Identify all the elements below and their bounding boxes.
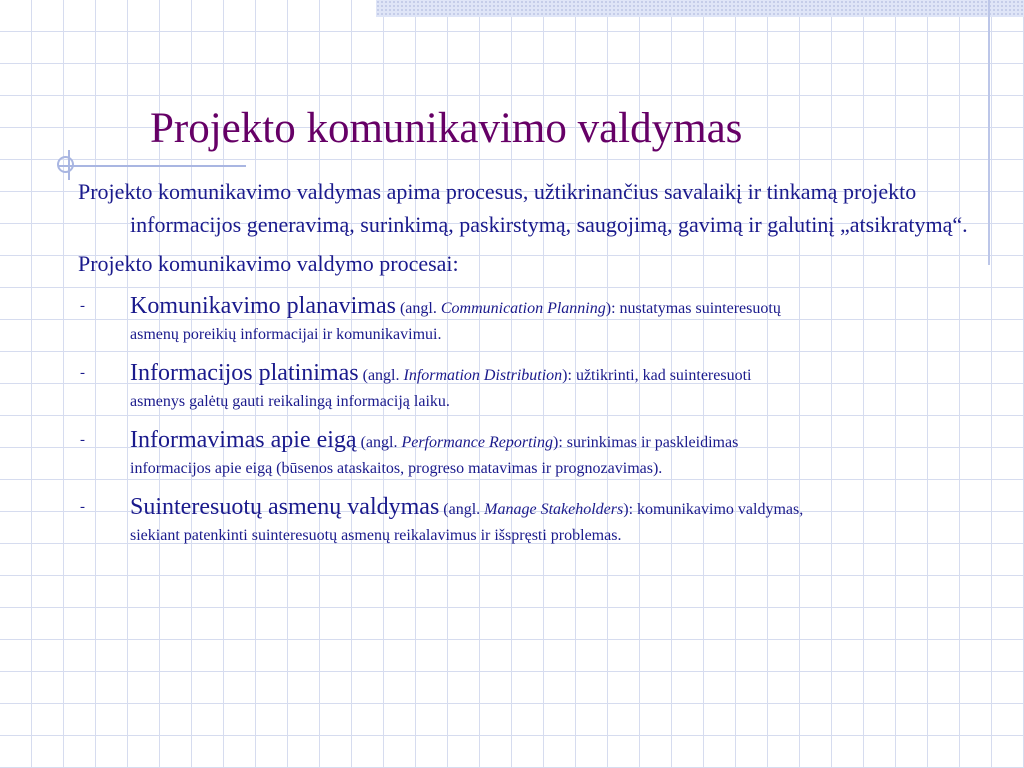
angl-suffix: ): nustatymas suinteresuotų (605, 300, 781, 317)
bullet-dash: - (80, 432, 85, 448)
circle-ornament (57, 156, 74, 173)
process-name: Komunikavimo planavimas (130, 293, 396, 319)
angl-prefix: (angl. (360, 434, 402, 451)
list-item (78, 359, 998, 414)
process-name: Suinteresuotų asmenų valdymas (130, 494, 440, 520)
top-decorative-band (376, 0, 1024, 17)
english-term: Information Distribution (403, 367, 563, 384)
angl-suffix: ): užtikrinti, kad suinteresuoti (562, 367, 752, 384)
angl-prefix: (angl. (443, 501, 485, 518)
process-description: informacijos apie eigą (būsenos ataskaitos, progreso matavimas ir prognozavimas). (130, 460, 663, 477)
english-term: Communication Planning (440, 300, 606, 317)
intro-paragraph: Projekto komunikavimo valdymas apima procesus, užtikrinančius savalaikį ir tinkamą projekto informacijos generavimą, surinkimą, paskirstymą, saugojimą, gavimą ir galutinį „atsikratymą“. (78, 179, 968, 237)
process-description: asmenys galėtų gauti reikalingą informaciją laiku. (130, 393, 450, 410)
bullet-dash: - (80, 499, 85, 515)
list-item (78, 493, 998, 548)
process-name: Informacijos platinimas (130, 360, 359, 386)
angl-prefix: (angl. (399, 300, 441, 317)
bullet-dash: - (80, 365, 85, 381)
title-underline-rule (58, 165, 246, 167)
list-item (78, 426, 998, 481)
bullet-dash: - (80, 298, 85, 314)
angl-prefix: (angl. (362, 367, 404, 384)
slide-title: Projekto komunikavimo valdymas (150, 105, 743, 152)
english-term: Manage Stakeholders (484, 501, 624, 518)
list-item (78, 292, 998, 347)
process-description: siekiant patenkinti suinteresuotų asmenų reikalavimus ir išspręsti problemas. (130, 527, 622, 544)
processes-heading: Projekto komunikavimo valdymo procesai: (78, 251, 459, 276)
angl-suffix: ): komunikavimo valdymas, (623, 501, 804, 518)
process-description: asmenų poreikių informacijai ir komunikavimui. (130, 326, 442, 343)
slide-body (78, 175, 998, 548)
angl-suffix: ): surinkimas ir paskleidimas (552, 434, 739, 451)
english-term: Performance Reporting (401, 434, 553, 451)
process-name: Informavimas apie eigą (130, 427, 357, 453)
